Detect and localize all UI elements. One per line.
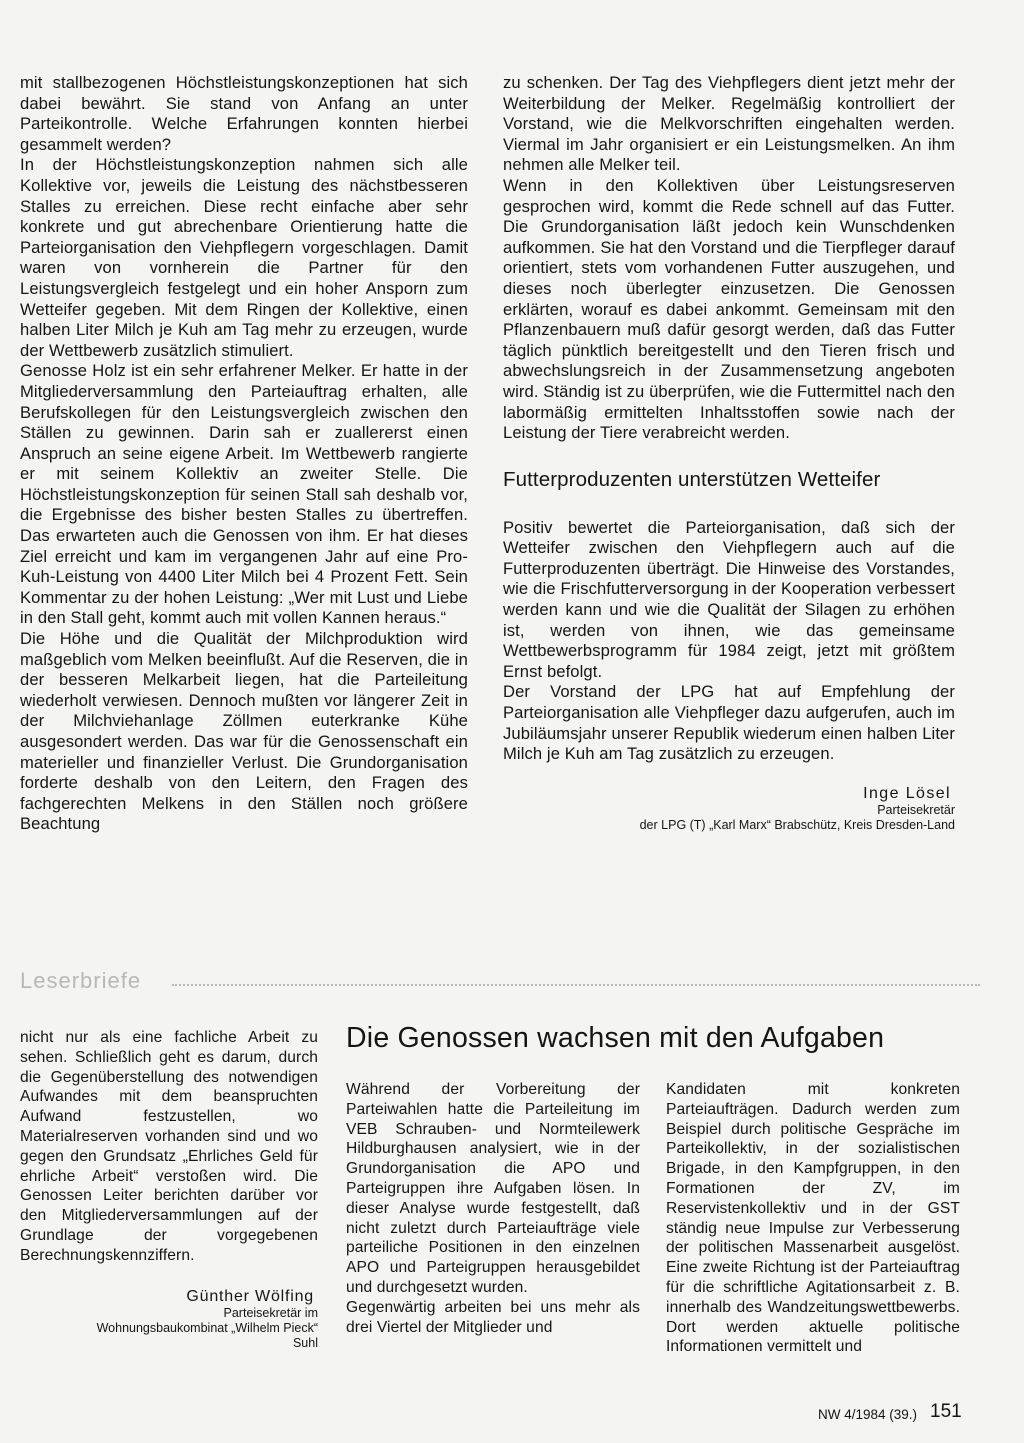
article-headline: Die Genossen wachsen mit den Aufgaben <box>346 1022 885 1054</box>
section-divider <box>172 984 980 986</box>
author-signature <box>20 1288 318 1351</box>
body-paragraph: Die Höhe und die Qualität der Milchproduktion wird maßgeblich vom Melken beeinflußt. Auf die Reserven, die in der besseren Melkarbeit liegen, hat die Parteileitung wiederholt verwiesen. Dennoch mußten vor längerer Zeit in der Milchviehanlage Zöllmen euterkranke Kühe ausgesondert werden. Das war für die Genossenschaft ein materieller und finanzieller Verlust. Die Grundorganisation forderte deshalb von den Leitern, den Fragen des fachgerechten Melkens in den Ställen noch größere Beachtung <box>20 629 468 834</box>
letter-column <box>20 1028 318 1351</box>
author-title: Parteisekretär im <box>223 1305 318 1320</box>
author-name: Inge Lösel <box>863 784 951 802</box>
body-paragraph: zu schenken. Der Tag des Viehpflegers dient jetzt mehr der Weiterbildung der Melker. Regelmäßig kontrolliert der Vorstand, wie die Melkvorschriften eingehalten werden. Viermal im Jahr organisiert er ein Leistungsmelken. An ihm nehmen alle Melker teil. <box>503 73 955 175</box>
body-paragraph: Kandidaten mit konkreten Parteiaufträgen. Dadurch werden zum Beispiel durch politische Gespräche im Parteikollektiv, in der sozialistischen Brigade, in den Kampfgruppen, in den Formationen der ZV, im Reservistenkollektiv und in der GST ständig neue Impulse zur Verbesserung der politischen Massenarbeit ausgelöst. Eine zweite Richtung ist der Parteiauftrag für die schriftliche Agitationsarbeit z. B. innerhalb des Wandzeitungswettbewerbs. Dort werden aktuelle politische Informationen vermittelt und <box>666 1081 960 1356</box>
body-paragraph: Wenn in den Kollektiven über Leistungsreserven gesprochen wird, kommt die Rede schnell auf das Futter. Die Grundorganisation läßt jedoch kein Wunschdenken aufkommen. Sie hat den Vorstand und die Tierpfleger darauf orientiert, stets vom vorhandenen Futter auszugehen, und dieses noch überlegter einzusetzen. Die Genossen erklärten, worauf es dabei ankommt. Gemeinsam mit den Pflanzenbauern muß dafür gesorgt werden, daß das Futter täglich pünktlich bereitgestellt und den Tieren frisch und abwechslungsreich in der Zusammensetzung angeboten wird. Ständig ist zu überprüfen, wie die Futtermittel nach den labormäßig ermittelten Inhaltsstoffen sowie nach der Leistung der Tiere verabreicht werden. <box>503 175 955 443</box>
body-paragraph: Positiv bewertet die Parteiorganisation, daß sich der Wetteifer zwischen den Viehpflegern auch auf die Futterproduzenten überträgt. Die Hinweise des Vorstandes, wie die Frischfutterversorgung in der Kooperation verbessert werden kann und wie die Qualität der Silagen zu erhöhen ist, werden von ihnen, wie das gemeinsame Wettbewerbsprogramm für 1984 zeigt, jetzt mit größtem Ernst befolgt. <box>503 517 955 681</box>
section-header <box>20 968 980 996</box>
body-paragraph: Genosse Holz ist ein sehr erfahrener Melker. Er hatte in der Mitgliederversammlung den Parteiauftrag erhalten, alle Berufskollegen für den Leistungsvergleich zwischen den Ställen zu gewinnen. Darin sah er zuallererst einen Anspruch an seine eigene Arbeit. Im Wettbewerb rangierte er mit seinem Kollektiv an zweiter Stelle. Die Höchstleistungskonzeption für seinen Stall sah deshalb vor, die Ergebnisse des bisher besten Stalles zu übertreffen. Das erwarteten auch die Genossen von ihm. Er hat dieses Ziel erreicht und kam im vergangenen Jahr auf eine Pro-Kuh-Leistung von 4400 Liter Milch bei 4 Prozent Fett. Sein Kommentar zu der hohen Leistung: „Wer mit Lust und Liebe in den Stall geht, kommt auch mit vollen Kannen heraus.“ <box>20 361 468 628</box>
article-column-1 <box>346 1080 640 1337</box>
author-place: Suhl <box>292 1335 318 1350</box>
author-organization: der LPG (T) „Karl Marx“ Brabschütz, Kreis Dresden-Land <box>639 817 955 832</box>
author-organization: Wohnungsbaukombinat „Wilhelm Pieck“ <box>96 1320 318 1335</box>
upper-right-column <box>503 73 955 833</box>
author-title: Parteisekretär <box>877 802 955 817</box>
author-name: Günther Wölfing <box>186 1287 314 1305</box>
body-paragraph: Gegenwärtig arbeiten bei uns mehr als drei Viertel der Mitglieder und <box>346 1298 640 1336</box>
body-paragraph: mit stallbezogenen Höchstleistungskonzeptionen hat sich dabei bewährt. Sie stand von Anfang an unter Parteikontrolle. Welche Erfahrungen konnten hierbei gesammelt werden? <box>20 73 468 154</box>
body-paragraph: nicht nur als eine fachliche Arbeit zu sehen. Schließlich geht es darum, durch die Gegenüberstellung des notwendigen Aufwandes mit dem beanspruchten Aufwand festzustellen, wo Materialreserven vorhanden sind und wo gegen den Grundsatz „Ehrliches Geld für ehrliche Arbeit“ verstoßen wird. Die Genossen Leiter berichten darüber vor den Mitgliederversammlungen auf der Grundlage der vorgegebenen Berechnungskennziffern. <box>20 1029 318 1264</box>
page-number: 151 <box>930 1401 962 1422</box>
article-column-2 <box>666 1080 960 1357</box>
body-paragraph: Der Vorstand der LPG hat auf Empfehlung der Parteiorganisation alle Viehpfleger dazu aufgerufen, auch im Jubiläumsjahr unserer Republik wiederum einen halben Liter Milch je Kuh am Tag zusätzlich zu erzeugen. <box>503 682 955 764</box>
issue-reference: NW 4/1984 (39.) <box>818 1407 918 1422</box>
body-paragraph: In der Höchstleistungskonzeption nahmen sich alle Kollektive vor, jeweils die Leistung des nächstbesseren Stalles zu erreichen. Diese recht einfache aber sehr konkrete und gut abrechenbare Orientierung hatte die Parteiorganisation den Viehpflegern vorgeschlagen. Damit waren von vornherein die Partner für den Leistungsvergleich festgelegt und ein hoher Ansporn zum Wetteifer gegeben. Mit dem Ringen der Kollektive, einen halben Liter Milch je Kuh am Tag mehr zu erzeugen, wurde der Wettbewerb zusätzlich stimuliert. <box>20 155 468 360</box>
body-paragraph: Während der Vorbereitung der Parteiwahlen hatte die Parteileitung im VEB Schrauben- und Normteilewerk Hildburghausen analysiert, wie in der Grundorganisation die APO und Parteigruppen ihre Aufgaben lösen. In dieser Analyse wurde festgestellt, daß nicht zuletzt durch Parteiaufträge viele parteiliche Positionen in den einzelnen APO und Parteigruppen herausgebildet und durchgesetzt wurden. <box>346 1081 640 1296</box>
subheading: Futterproduzenten unterstützen Wetteifer <box>503 467 881 491</box>
section-label: Leserbriefe <box>20 968 142 993</box>
upper-left-column <box>20 73 468 835</box>
author-signature <box>503 785 955 833</box>
